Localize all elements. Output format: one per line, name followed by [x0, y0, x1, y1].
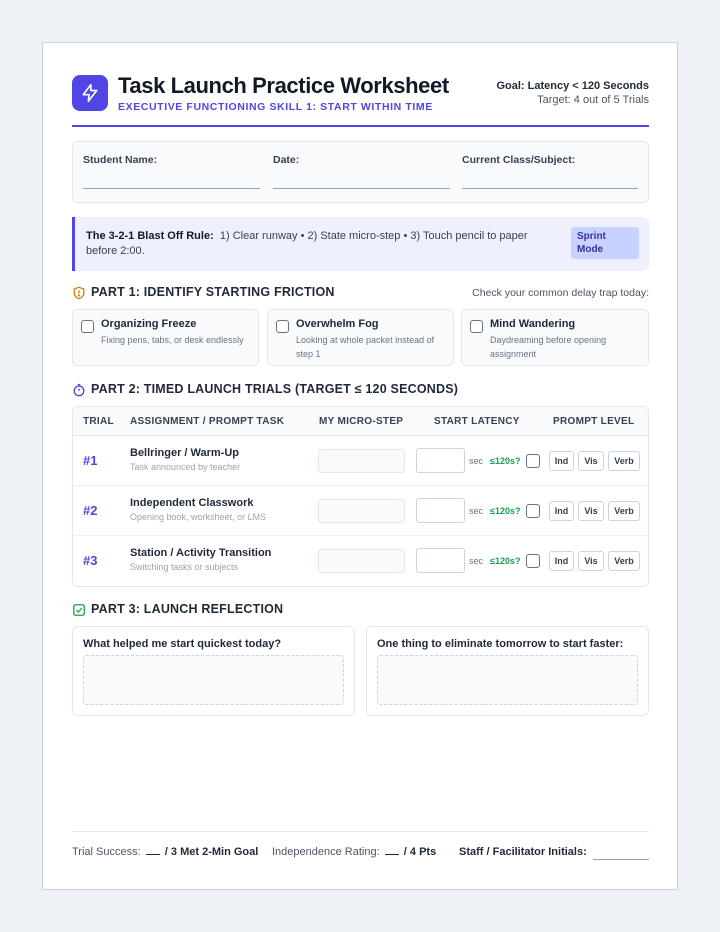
- launch-trials-table: [72, 406, 649, 587]
- friction-checkbox[interactable]: [276, 320, 289, 333]
- page-title: Task Launch Practice Worksheet: [118, 73, 449, 98]
- goal-text: Goal: Latency < 120 Seconds: [496, 80, 649, 92]
- part1-header: [72, 285, 649, 301]
- friction-desc: Fixing pens, tabs, or desk endlessly: [101, 335, 244, 345]
- prompt-ind-button[interactable]: Ind: [549, 501, 574, 521]
- table-row: [73, 536, 648, 586]
- table-row: [73, 436, 648, 486]
- column-header: TRIAL: [83, 416, 114, 427]
- friction-name: Overwhelm Fog: [296, 318, 379, 330]
- friction-option-mind-wandering[interactable]: [461, 309, 649, 366]
- sprint-mode-badge: Sprint Mode: [571, 227, 639, 259]
- trial-success-score: [72, 846, 258, 858]
- prompt-ind-button[interactable]: Ind: [549, 451, 574, 471]
- column-header: ASSIGNMENT / PROMPT TASK: [130, 416, 285, 427]
- goal-met-checkbox[interactable]: [526, 454, 540, 468]
- reflection-question: One thing to eliminate tomorrow to start faster:: [377, 638, 624, 650]
- date-line[interactable]: [273, 188, 450, 189]
- prompt-verb-button[interactable]: Verb: [608, 501, 640, 521]
- latency-input[interactable]: [416, 498, 465, 523]
- independence-blank[interactable]: [385, 854, 399, 855]
- trial-success-blank[interactable]: [146, 854, 160, 855]
- independence-value: / 4 Pts: [403, 846, 437, 858]
- sec-label: sec: [469, 506, 484, 516]
- trial-task-desc: Switching tasks or subjects: [130, 562, 239, 572]
- footer-divider: [72, 831, 649, 832]
- prompt-ind-button[interactable]: Ind: [549, 551, 574, 571]
- header: [72, 73, 649, 127]
- friction-option-organizing[interactable]: [72, 309, 259, 366]
- rule-text: [86, 229, 556, 258]
- micro-step-input[interactable]: [318, 499, 405, 523]
- staff-initials-label: Staff / Facilitator Initials:: [459, 846, 587, 858]
- blast-off-rule-callout: [72, 217, 649, 271]
- reflection-card-eliminate: [366, 626, 649, 716]
- table-row: [73, 486, 648, 536]
- reflection-card-helped: [72, 626, 355, 716]
- goal-check-label: ≤120s?: [490, 456, 521, 466]
- student-name-label: Student Name:: [83, 154, 158, 166]
- latency-input[interactable]: [416, 548, 465, 573]
- trial-number: #3: [83, 553, 98, 568]
- column-header: START LATENCY: [434, 416, 520, 427]
- page-subtitle: EXECUTIVE FUNCTIONING SKILL 1: START WITHIN TIME: [118, 101, 433, 113]
- trial-number: #2: [83, 503, 98, 518]
- prompt-verb-button[interactable]: Verb: [608, 451, 640, 471]
- stopwatch-icon: [72, 383, 86, 397]
- trial-task-name: Independent Classwork: [130, 497, 254, 509]
- student-name-line[interactable]: [83, 188, 260, 189]
- trial-success-value: / 3 Met 2-Min Goal: [164, 846, 259, 858]
- part3-title: PART 3: LAUNCH REFLECTION: [91, 602, 284, 616]
- prompt-vis-button[interactable]: Vis: [578, 551, 604, 571]
- table-header-row: [73, 407, 648, 436]
- reflection-question: What helped me start quickest today?: [83, 638, 282, 650]
- prompt-vis-button[interactable]: Vis: [578, 501, 604, 521]
- date-label: Date:: [273, 154, 300, 166]
- trial-success-label: Trial Success:: [72, 846, 141, 858]
- prompt-vis-button[interactable]: Vis: [578, 451, 604, 471]
- class-line[interactable]: [462, 188, 638, 189]
- staff-initials-line[interactable]: [593, 859, 649, 860]
- sec-label: sec: [469, 556, 484, 566]
- sec-label: sec: [469, 456, 484, 466]
- micro-step-input[interactable]: [318, 449, 405, 473]
- friction-name: Organizing Freeze: [101, 318, 197, 330]
- student-info-panel: [72, 141, 649, 203]
- independence-label: Independence Rating:: [272, 846, 380, 858]
- rule-body: 1) Clear runway • 2) State micro-step • 3) Touch pencil to paper before 2:00.: [86, 230, 528, 257]
- class-field[interactable]: [462, 154, 638, 189]
- friction-desc: Looking at whole packet instead of step 1: [296, 335, 435, 359]
- reflection-answer-box[interactable]: [377, 655, 638, 705]
- class-label: Current Class/Subject:: [462, 154, 576, 166]
- goal-check-label: ≤120s?: [490, 506, 521, 516]
- friction-option-overwhelm[interactable]: [267, 309, 454, 366]
- shield-alert-icon: [72, 286, 86, 300]
- part1-note: Check your common delay trap today:: [472, 287, 649, 299]
- reflection-answer-box[interactable]: [83, 655, 344, 705]
- micro-step-input[interactable]: [318, 549, 405, 573]
- goal-met-checkbox[interactable]: [526, 504, 540, 518]
- worksheet-page: [42, 42, 678, 890]
- friction-name: Mind Wandering: [490, 318, 576, 330]
- student-name-field[interactable]: [83, 154, 260, 189]
- column-header: MY MICRO-STEP: [319, 416, 404, 427]
- part2-title: PART 2: TIMED LAUNCH TRIALS (TARGET ≤ 120 SECONDS): [91, 382, 459, 396]
- part2-header: [72, 382, 649, 398]
- friction-desc: Daydreaming before opening assignment: [490, 335, 607, 359]
- friction-checkbox[interactable]: [470, 320, 483, 333]
- date-field[interactable]: [273, 154, 450, 189]
- lightning-bolt-icon: [72, 75, 108, 111]
- goal-check-label: ≤120s?: [490, 556, 521, 566]
- trial-task-desc: Task announced by teacher: [130, 462, 241, 472]
- staff-initials: [459, 846, 587, 858]
- rule-title: The 3-2-1 Blast Off Rule:: [86, 230, 214, 242]
- goal-met-checkbox[interactable]: [526, 554, 540, 568]
- latency-input[interactable]: [416, 448, 465, 473]
- trial-number: #1: [83, 453, 98, 468]
- target-text: Target: 4 out of 5 Trials: [537, 94, 649, 106]
- column-header: PROMPT LEVEL: [553, 416, 635, 427]
- friction-checkbox[interactable]: [81, 320, 94, 333]
- independence-rating-score: [272, 846, 436, 858]
- trial-task-name: Bellringer / Warm-Up: [130, 447, 239, 459]
- prompt-verb-button[interactable]: Verb: [608, 551, 640, 571]
- part1-title: PART 1: IDENTIFY STARTING FRICTION: [91, 285, 335, 299]
- header-divider: [72, 125, 649, 127]
- part3-header: [72, 602, 649, 618]
- trial-task-name: Station / Activity Transition: [130, 547, 272, 559]
- trial-task-desc: Opening book, worksheet, or LMS: [130, 512, 267, 522]
- check-square-icon: [72, 603, 86, 617]
